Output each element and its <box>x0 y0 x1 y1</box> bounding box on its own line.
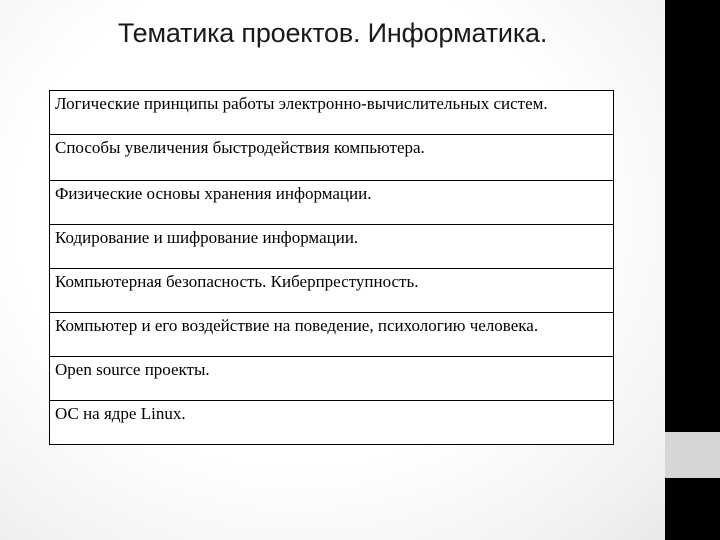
table-row <box>50 269 614 313</box>
topics-table <box>49 90 614 445</box>
topic-cell: Кодирование и шифрование информации. <box>50 225 614 269</box>
table-row <box>50 225 614 269</box>
table-row <box>50 91 614 135</box>
topic-cell: Open source проекты. <box>50 357 614 401</box>
slide-title: Тематика проектов. Информатика. <box>117 18 548 48</box>
table-row <box>50 313 614 357</box>
table-row <box>50 401 614 445</box>
topic-cell: ОС на ядре Linux. <box>50 401 614 445</box>
side-bar-bottom <box>665 478 720 540</box>
side-bar-accent <box>665 432 720 478</box>
table-row <box>50 181 614 225</box>
topic-cell: Физические основы хранения информации. <box>50 181 614 225</box>
topic-cell: Компьютер и его воздействие на поведение, психологию человека. <box>50 313 614 357</box>
topic-cell: Логические принципы работы электронно-вычислительных систем. <box>50 91 614 135</box>
topic-cell: Компьютерная безопасность. Киберпреступность. <box>50 269 614 313</box>
table-row <box>50 135 614 181</box>
topic-cell: Способы увеличения быстродействия компьютера. <box>50 135 614 181</box>
side-bar-top <box>665 0 720 432</box>
table-row <box>50 357 614 401</box>
